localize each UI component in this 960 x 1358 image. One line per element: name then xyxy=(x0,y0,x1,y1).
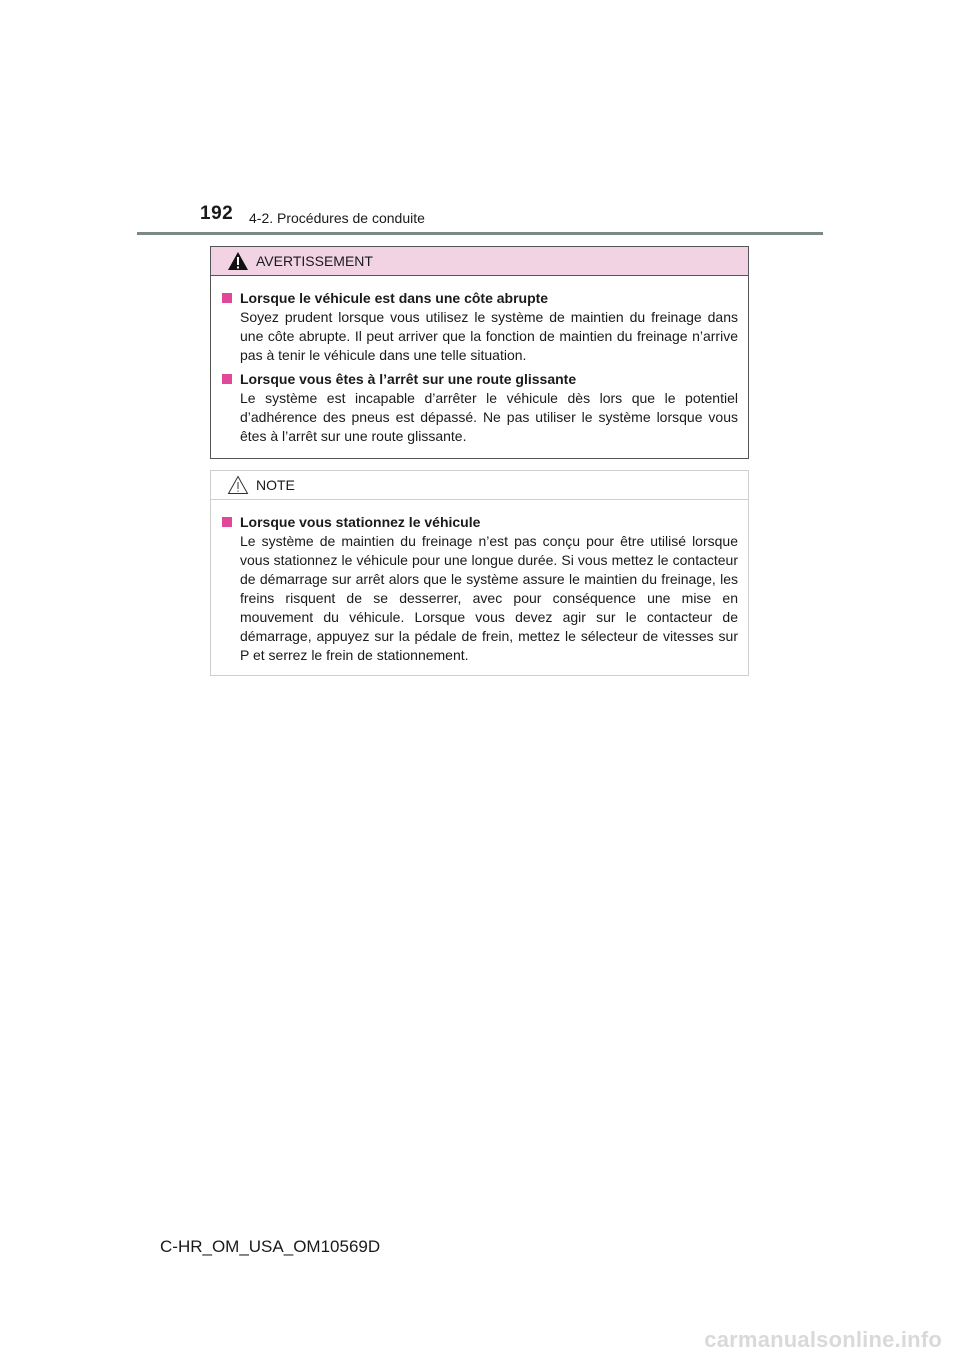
warning-item-text: Le système est incapable d’arrêter le véhicule dès lors que le potentiel d’adhérence des pneus est dépassé. Ne pas utiliser le système lorsque vous êtes à l’arrêt sur une route glissante. xyxy=(240,390,738,444)
section-title: 4-2. Procédures de conduite xyxy=(249,210,425,226)
note-header xyxy=(211,471,748,500)
watermark: carmanualsonline.info xyxy=(704,1327,942,1352)
warning-body xyxy=(211,276,748,446)
warning-item-text: Soyez prudent lorsque vous utilisez le système de maintien du freinage dans une côte abrupte. Il peut arriver que la fonction de maintien du freinage n’arrive pas à tenir le véhicule dans une telle situation. xyxy=(240,309,738,363)
warning-item-title xyxy=(221,370,738,388)
note-item-title-text: Lorsque vous stationnez le véhicule xyxy=(240,514,481,530)
note-item-text: Le système de maintien du freinage n’est pas conçu pour être utilisé lorsque vous stationnez le véhicule pour une longue durée. Si vous mettez le contacteur de démarrage sur arrêt alors que le système assure le maintien du freinage, les freins risquent de se desserrer, avec pour conséquence une mise en mouvement du véhicule. Lorsque vous devez agir sur le contacteur de démarrage, appuyez sur la pédale de frein, mettez le sélecteur de vitesses sur P et serrez le frein de stationnement. xyxy=(240,533,738,663)
square-bullet-icon xyxy=(222,293,232,303)
document-code: C-HR_OM_USA_OM10569D xyxy=(160,1237,381,1256)
square-bullet-icon xyxy=(222,517,232,527)
note-item-title xyxy=(221,513,738,531)
note-body xyxy=(211,500,748,665)
warning-title: AVERTISSEMENT xyxy=(256,253,373,269)
note-box xyxy=(210,470,749,676)
page-number: 192 xyxy=(200,203,234,224)
note-title: NOTE xyxy=(256,477,295,493)
header-divider xyxy=(137,232,823,235)
caution-outline-triangle-icon xyxy=(227,475,249,495)
warning-box xyxy=(210,246,749,459)
warning-item-title-text: Lorsque vous êtes à l’arrêt sur une route glissante xyxy=(240,371,577,387)
square-bullet-icon xyxy=(222,374,232,384)
warning-header xyxy=(211,247,748,276)
warning-item-title xyxy=(221,289,738,307)
warning-filled-triangle-icon xyxy=(227,251,249,271)
warning-item-title-text: Lorsque le véhicule est dans une côte abrupte xyxy=(240,290,549,306)
